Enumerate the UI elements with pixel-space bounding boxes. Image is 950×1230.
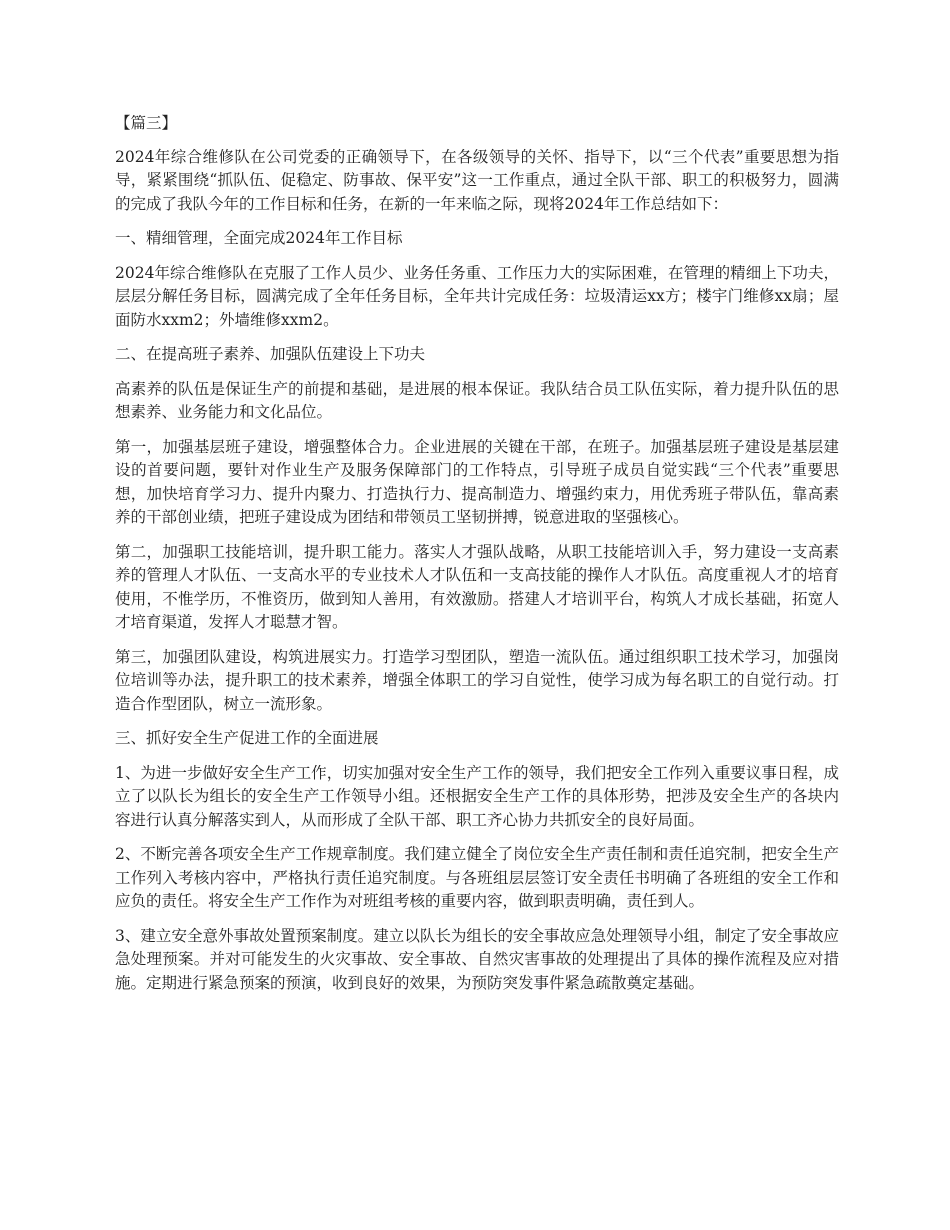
section-1-paragraph: 2024年综合维修队在克服了工作人员少、业务任务重、工作压力大的实际困难，在管理的精细上下功夫，层层分解任务目标，圆满完成了全年任务目标，全年共计完成任务：垃圾清运xx方；楼宇门维修xx扇；屋面防水xxm2；外墙维修xxm2。 — [115, 263, 839, 329]
document-page — [115, 112, 839, 1006]
section-2-paragraph-third: 第三，加强团队建设，构筑进展实力。打造学习型团队，塑造一流队伍。通过组织职工技术学习，加强岗位培训等办法，提升职工的技术素养，增强全体职工的学习自觉性，使学习成为每名职工的自觉行动。打造合作型团队，树立一流形象。 — [115, 647, 839, 713]
section-heading-1: 一、精细管理，全面完成2024年工作目标 — [115, 229, 403, 247]
section-2-paragraph-first: 第一，加强基层班子建设，增强整体合力。企业进展的关键在干部，在班子。加强基层班子建设是基层建设的首要问题，要针对作业生产及服务保障部门的工作特点，引导班子成员自觉实践“三个代表”重要思想，加快培育学习力、提升内聚力、打造执行力、提高制造力、增强约束力，用优秀班子带队伍，靠高素养的干部创业绩，把班子建设成为团结和带领员工坚韧拼搏，锐意进取的坚强核心。 — [115, 437, 839, 526]
section-3-paragraph-2: 2、不断完善各项安全生产工作规章制度。我们建立健全了岗位安全生产责任制和责任追究制，把安全生产工作列入考核内容中，严格执行责任追究制度。与各班组层层签订安全责任书明确了各班组的安全工作和应负的责任。将安全生产工作作为对班组考核的重要内容，做到职责明确，责任到人。 — [115, 845, 839, 910]
section-3-paragraph-3: 3、建立安全意外事故处置预案制度。建立以队长为组长的安全事故应急处理领导小组，制定了安全事故应急处理预案。并对可能发生的火灾事故、安全事故、自然灾害事故的处理提出了具体的操作流程及应对措施。定期进行紧急预案的预演，收到良好的效果，为预防突发事件紧急疏散奠定基础。 — [115, 926, 839, 992]
section-3-paragraph-1: 1、为进一步做好安全生产工作，切实加强对安全生产工作的领导，我们把安全工作列入重要议事日程，成立了以队长为组长的安全生产工作领导小组。还根据安全生产工作的具体形势，把涉及安全生产的各块内容进行认真分解落实到人，从而形成了全队干部、职工齐心协力共抓安全的良好局面。 — [115, 763, 839, 829]
section-heading-3: 三、抓好安全生产促进工作的全面进展 — [115, 729, 379, 747]
section-2-paragraph-second: 第二，加强职工技能培训，提升职工能力。落实人才强队战略，从职工技能培训入手，努力建设一支高素养的管理人才队伍、一支高水平的专业技术人才队伍和一支高技能的操作人才队伍。高度重视人才的培育使用，不惟学历，不惟资历，做到知人善用，有效激励。搭建人才培训平台，构筑人才成长基础，拓宽人才培育渠道，发挥人才聪慧才智。 — [115, 542, 839, 631]
intro-paragraph: 2024年综合维修队在公司党委的正确领导下，在各级领导的关怀、指导下，以“三个代表”重要思想为指导，紧紧围绕“抓队伍、促稳定、防事故、保平安”这一工作重点，通过全队干部、职工的积极努力，圆满的完成了我队今年的工作目标和任务，在新的一年来临之际，现将2024年工作总结如下： — [115, 147, 839, 213]
document-title: 【篇三】 — [115, 114, 178, 132]
section-2-paragraph-intro: 高素养的队伍是保证生产的前提和基础，是进展的根本保证。我队结合员工队伍实际，着力提升队伍的思想素养、业务能力和文化品位。 — [115, 379, 839, 421]
section-heading-2: 二、在提高班子素养、加强队伍建设上下功夫 — [115, 345, 426, 363]
